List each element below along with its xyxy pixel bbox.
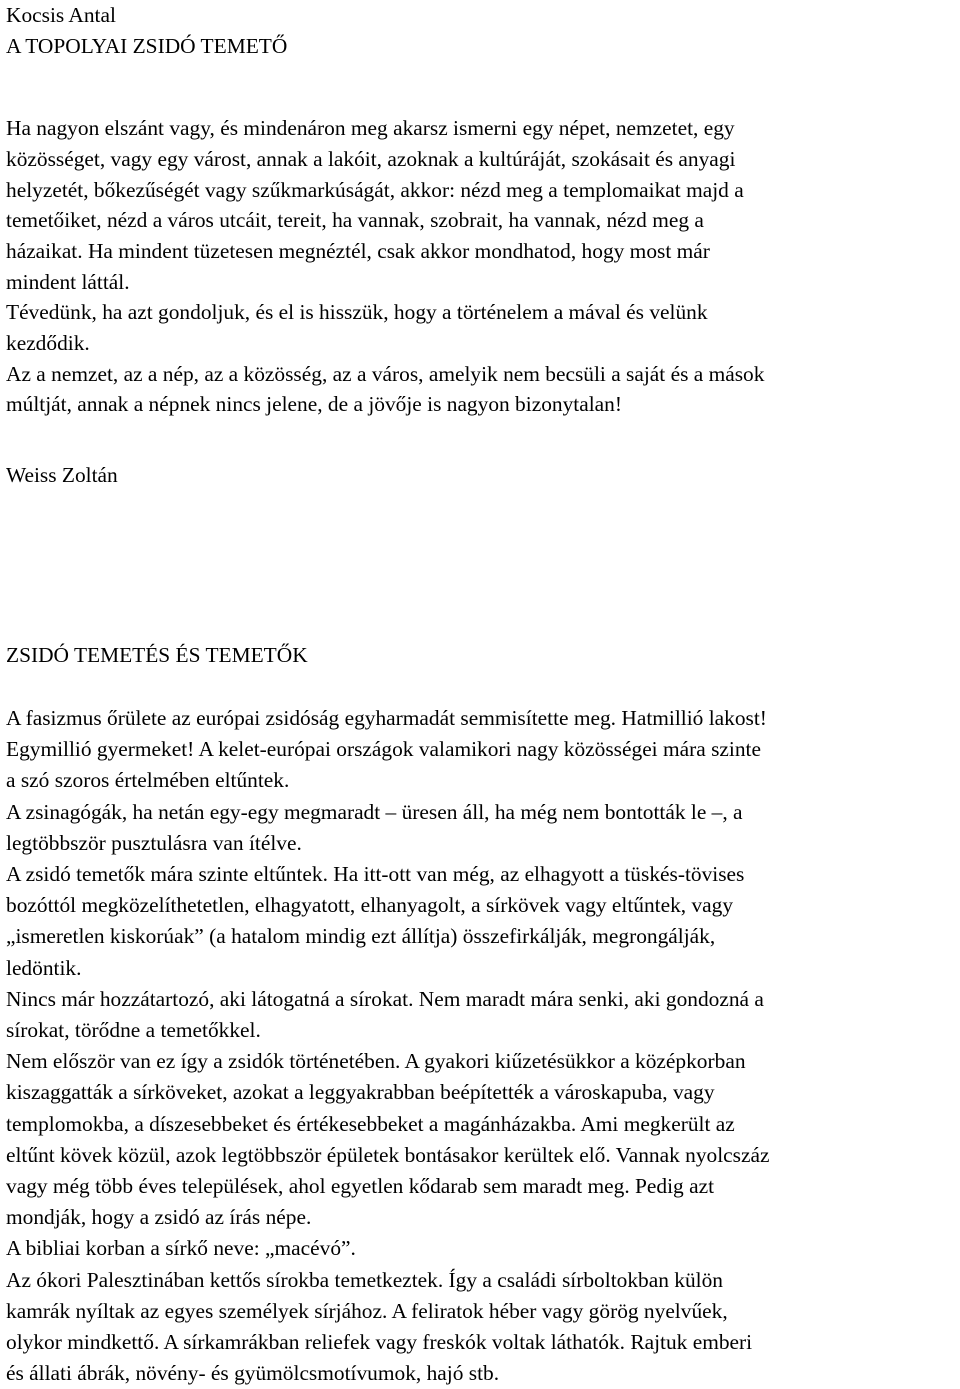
body-line: legtöbbször pusztulásra van ítélve. — [6, 830, 302, 855]
motto-line: Az a nemzet, az a nép, az a közösség, az a város, amelyik nem becsüli a saját és a mások — [6, 361, 765, 386]
body-line: kiszaggatták a sírköveket, azokat a leggyakrabban beépítették a városkapuba, vagy — [6, 1080, 715, 1105]
motto-line: Ha nagyon elszánt vagy, és mindenáron meg akarsz ismerni egy népet, nemzetet, egy — [6, 116, 735, 141]
body-line: Nincs már hozzátartozó, aki látogatná a sírokat. Nem maradt mára senki, aki gondozná a — [6, 986, 764, 1011]
body-line: vagy még több éves települések, ahol egyetlen kődarab sem maradt meg. Pedig azt — [6, 1174, 715, 1199]
body-line: olykor mindkettő. A sírkamrákban reliefek vagy freskók voltak láthatók. Rajtuk emberi — [6, 1330, 753, 1355]
body-line: Az ókori Palesztinában kettős sírokba temetkeztek. Így a családi sírboltokban külön — [6, 1267, 723, 1292]
body-line: kamrák nyíltak az egyes személyek sírjához. A feliratok héber vagy görög nyelvűek, — [6, 1298, 728, 1323]
body-line: Egymillió gyermeket! A kelet-európai országok valamikori nagy közösségei mára szinte — [6, 737, 761, 762]
motto-line: helyzetét, bőkezűségét vagy szűkmarkúságát, akkor: nézd meg a templomaikat majd a — [6, 177, 744, 202]
motto-line: házaikat. Ha mindent tüzetesen megnéztél, csak akkor mondhatod, hogy most már — [6, 238, 710, 263]
body-line: ledöntik. — [6, 955, 82, 980]
body-line: eltűnt kövek közül, azok legtöbbször épületek bontásakor kerültek elő. Vannak nyolcszáz — [6, 1142, 770, 1167]
motto-line: temetőiket, nézd a város utcáit, tereit, ha vannak, szobrait, ha vannak, nézd meg a — [6, 208, 704, 233]
motto-line: Tévedünk, ha azt gondoljuk, és el is hisszük, hogy a történelem a mával és velünk — [6, 300, 708, 325]
motto-line: közösséget, vagy egy várost, annak a lakóit, azoknak a kultúráját, szokásait és anyagi — [6, 146, 736, 171]
spacer — [6, 61, 958, 92]
body-line: A zsidó temetők mára szinte eltűntek. Ha itt-ott van még, az elhagyott a tüskés-tövises — [6, 862, 745, 887]
body-line: A zsinagógák, ha netán egy-egy megmaradt – üresen áll, ha még nem bontották le –, a — [6, 799, 743, 824]
body-line: templomokba, a díszesebbeket és értékesebbeket a magánházakba. Ami megkerült az — [6, 1111, 735, 1136]
motto-signature: Weiss Zoltán — [6, 463, 118, 487]
body-line: és állati ábrák, növény- és gyümölcsmotívumok, hajó stb. — [6, 1361, 500, 1386]
body-line: a szó szoros értelmében eltűntek. — [6, 768, 290, 793]
body-line: mondják, hogy a zsidó az írás népe. — [6, 1205, 312, 1230]
body-line: A bibliai korban a sírkő neve: „macévó”. — [6, 1236, 356, 1261]
motto-block — [6, 113, 958, 420]
section-body — [6, 703, 958, 1389]
body-line: A fasizmus őrülete az európai zsidóság egyharmadát semmisítette meg. Hatmillió lakost! — [6, 706, 767, 730]
document-title: A TOPOLYAI ZSIDÓ TEMETŐ — [6, 33, 288, 58]
body-line: Nem először van ez így a zsidók történetében. A gyakori kiűzetésükkor a középkorban — [6, 1049, 746, 1074]
document-page — [6, 0, 958, 420]
motto-line: kezdődik. — [6, 331, 90, 356]
author-name: Kocsis Antal — [6, 3, 116, 27]
section-heading: ZSIDÓ TEMETÉS ÉS TEMETŐK — [6, 643, 308, 667]
body-line: sírokat, törődne a temetőkkel. — [6, 1018, 261, 1043]
motto-line: múltját, annak a népnek nincs jelene, de a jövője is nagyon bizonytalan! — [6, 392, 622, 417]
body-line: „ismeretlen kiskorúak” (a hatalom mindig ezt állítja) összefirkálják, megrongálják, — [6, 924, 716, 949]
motto-line: mindent láttál. — [6, 269, 130, 294]
body-line: bozóttól megközelíthetetlen, elhagyatott, elhanyagolt, a sírkövek vagy eltűntek, vagy — [6, 893, 734, 918]
